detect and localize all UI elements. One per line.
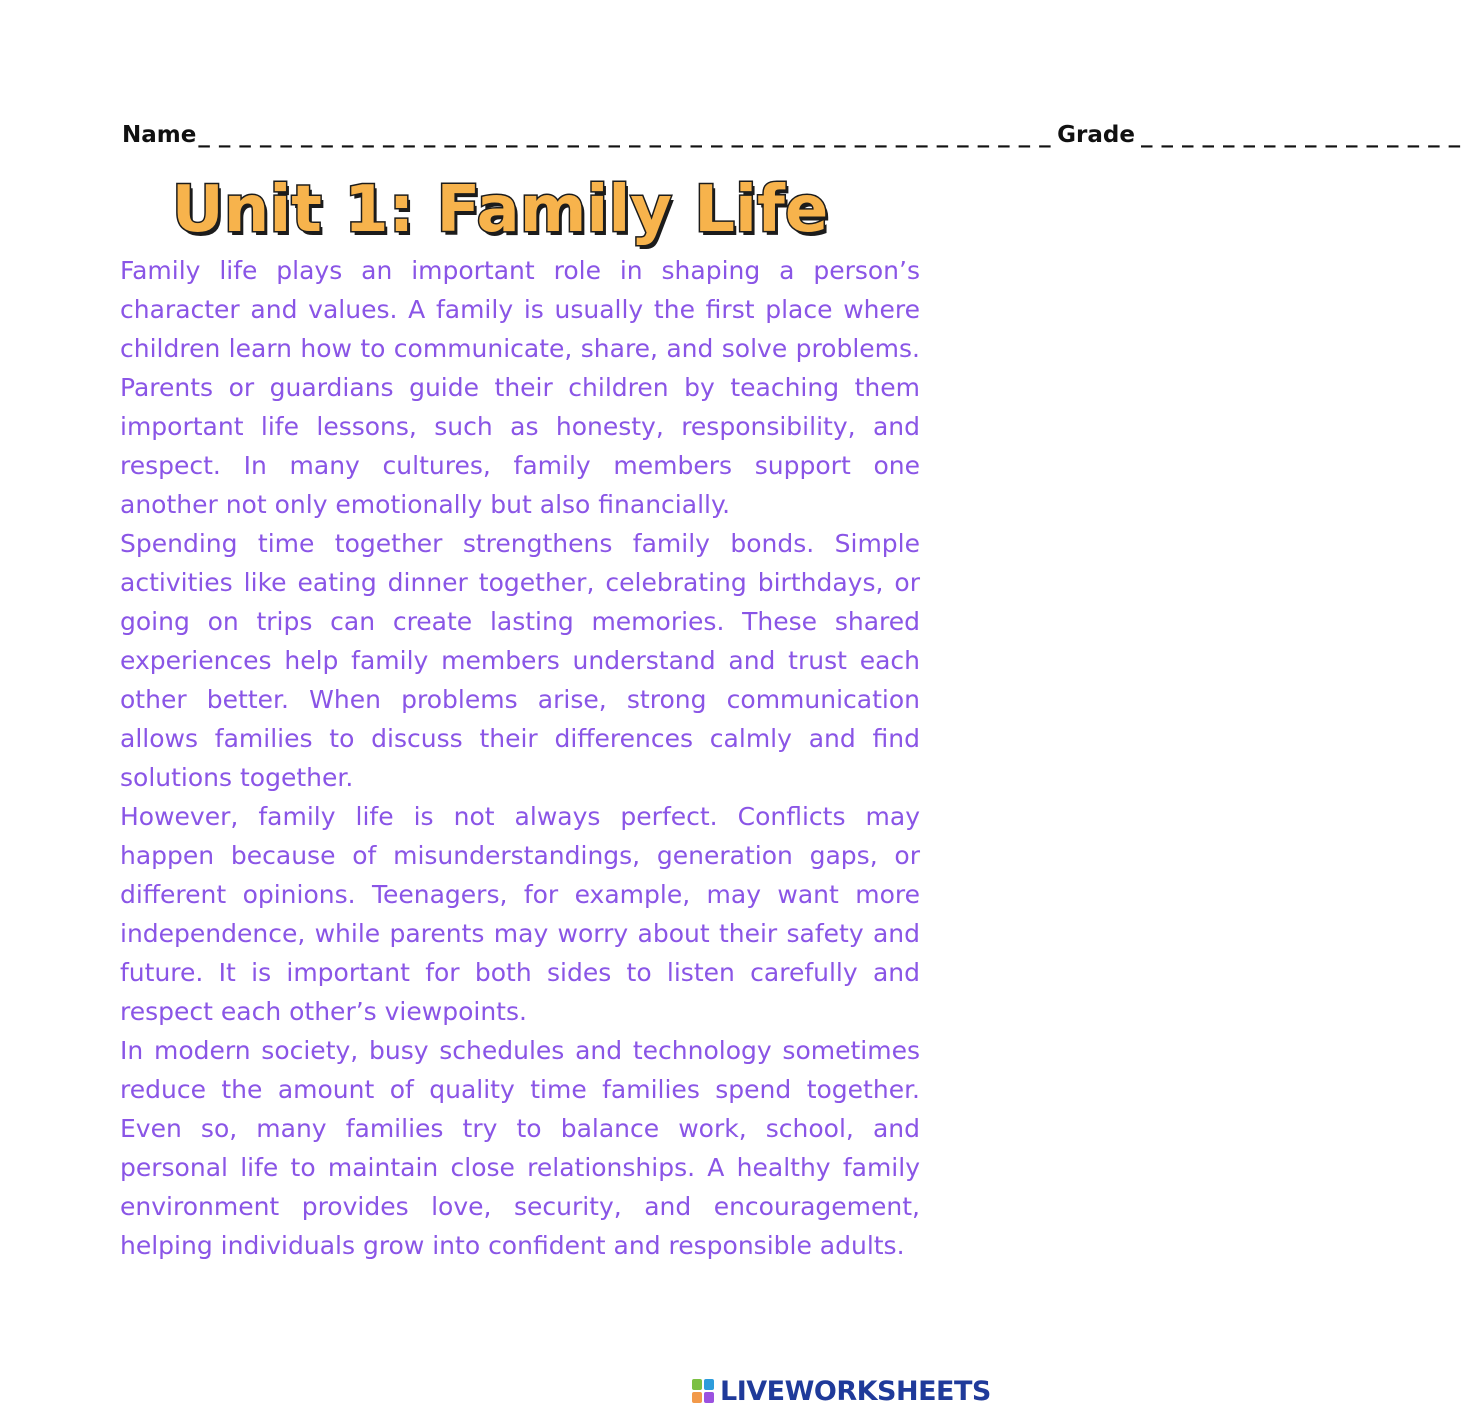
brand-text: LIVEWORKSHEETS xyxy=(720,1375,991,1407)
page-title: Unit 1: Family Life xyxy=(171,173,829,247)
name-label: Name xyxy=(122,122,197,148)
reading-passage xyxy=(120,251,920,1265)
grade-blank: _ _ _ _ _ _ _ _ _ _ _ _ _ _ _ _ xyxy=(1140,122,1461,148)
liveworksheets-brand xyxy=(692,1374,991,1408)
paragraph-1: Family life plays an important role in shaping a person’s character and values. A family is usually the first place where children learn how to communicate, share, and solve problems. Parents or guardians guide their children by teaching them important life lessons, such as honesty, responsibility, and respect. In many cultures, family members support one another not only emotionally but also financially. xyxy=(120,256,920,519)
grade-label: Grade xyxy=(1057,122,1135,148)
paragraph-2: Spending time together strengthens family bonds. Simple activities like eating dinner together, celebrating birthdays, or going on trips can create lasting memories. These shared experiences help family members understand and trust each other better. When problems arise, strong communication allows families to discuss their differences calmly and find solutions together. xyxy=(120,529,920,792)
liveworksheets-logo-icon xyxy=(692,1377,716,1405)
paragraph-4: In modern society, busy schedules and technology sometimes reduce the amount of quality time families spend together. Even so, many families try to balance work, school, and personal life to maintain close relationships. A healthy family environment provides love, security, and encouragement, helping individuals grow into confident and responsible adults. xyxy=(120,1036,920,1260)
name-blank: _ _ _ _ _ _ _ _ _ _ _ _ _ _ _ _ _ _ _ _ _ _ _ _ _ _ _ _ _ _ _ _ _ _ _ _ _ _ _ _ _ _ xyxy=(198,122,1052,148)
student-info-line xyxy=(122,112,1461,148)
paragraph-3: However, family life is not always perfect. Conflicts may happen because of misunderstandings, generation gaps, or different opinions. Teenagers, for example, may want more independence, while parents may worry about their safety and future. It is important for both sides to listen carefully and respect each other’s viewpoints. xyxy=(120,802,920,1026)
